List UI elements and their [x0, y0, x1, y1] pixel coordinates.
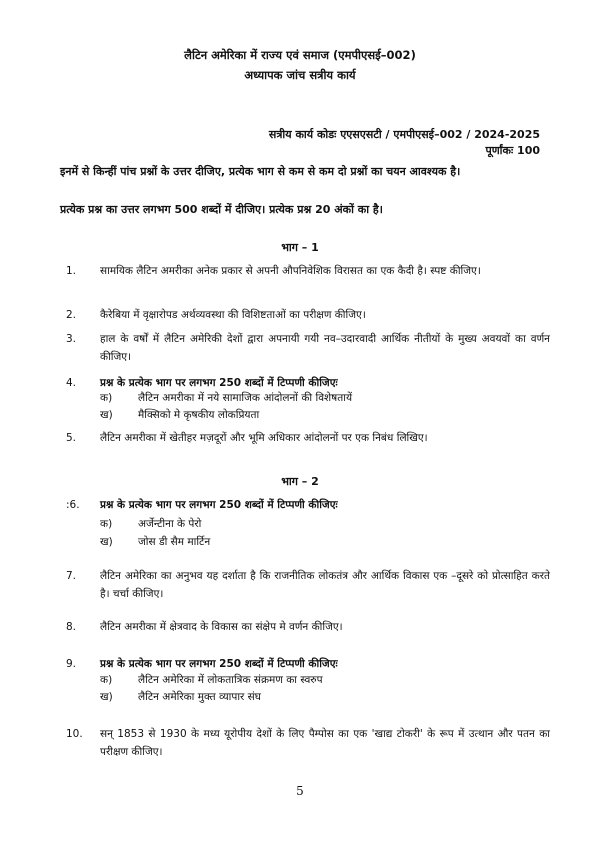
sub-question-text: लैटिन अमेरिका में लोकतात्रिक संक्रमण का स्वरुप	[138, 674, 323, 686]
question-text: हाल के वर्षों में लैटिन अमेरिकी देशों द्वारा अपनायी गयी नव–उदारवादी आर्थिक नीतीयों के मुख्य अवयवों का वर्णन कीजिए।	[100, 333, 550, 363]
question-number: 10.	[66, 728, 83, 740]
question-text: लैटिन अमरीका में खेतीहर मज़दूरों और भूमि अधिकार आंदोलनों पर एक निबंध लिखिए।	[100, 432, 428, 444]
sub-question	[100, 672, 323, 689]
question-number: 2.	[66, 309, 77, 321]
sub-question-text: लैटिन अमेरिका मुक्त व्यापार संघ	[138, 691, 261, 703]
question-3	[60, 330, 550, 366]
question-5	[60, 429, 550, 447]
document-subtitle: अध्यापक जांच सत्रीय कार्य	[244, 68, 356, 82]
question-1	[60, 262, 550, 280]
sub-question-label: ख)	[100, 691, 113, 703]
page-number: 5	[296, 784, 304, 798]
sub-question-text: मैक्सिको मे कृषकीय लोकप्रियता	[138, 409, 260, 421]
question-number: 1.	[66, 265, 77, 277]
question-7	[60, 567, 550, 603]
question-text: लैटिन अमेरिका का अनुभव यह दर्शाता है कि राजनीतिक लोकतंत्र और आर्थिक विकास एक –दूसरे को प्रोत्साहित करते है। चर्चा कीजिए।	[100, 570, 550, 600]
question-number: 7.	[66, 570, 77, 582]
document-title: लैटिन अमेरिका में राज्य एवं समाज (एमपीएसई–002)	[184, 48, 416, 62]
sub-question	[100, 516, 201, 533]
sub-question-text: अर्जेन्टीना के पेरो	[138, 518, 202, 530]
part-1-heading: भाग – 1	[281, 241, 319, 254]
question-9	[60, 655, 550, 673]
question-number: 3.	[66, 333, 77, 345]
question-text: कैरेबिया में वृक्षारोपड अर्थव्यवस्था की विशिष्टताओं का परीक्षण कीजिए।	[100, 309, 366, 321]
max-marks: पूर्णांकः 100	[485, 144, 540, 157]
question-text: प्रश्न के प्रत्येक भाग पर लगभग 250 शब्दों में टिप्पणी कीजिएः	[100, 377, 338, 389]
sub-question-label: क)	[100, 518, 113, 530]
question-text: प्रश्न के प्रत्येक भाग पर लगभग 250 शब्दों में टिप्पणी कीजिएः	[100, 499, 338, 511]
sub-question	[100, 534, 210, 551]
sub-question-label: क)	[100, 674, 113, 686]
question-number: 9.	[66, 658, 77, 670]
sub-question-label: ख)	[100, 536, 113, 548]
question-number: 5.	[66, 432, 77, 444]
sub-question	[100, 689, 261, 706]
assignment-code: सत्रीय कार्य कोडः एएसएसटी / एमपीएसई–002 / 2024-2025	[268, 128, 540, 141]
question-text: सन् 1853 से 1930 के मध्य यूरोपीय देशों के लिए पैम्पोस का एक 'खाद्य टोकरी' के रूप में उत्थान और पतन का परीक्षण कीजिए।	[100, 728, 550, 758]
sub-question	[100, 407, 259, 424]
question-text: प्रश्न के प्रत्येक भाग पर लगभग 250 शब्दों में टिप्पणी कीजिएः	[100, 658, 338, 670]
question-text: सामयिक लैटिन अमरीका अनेक प्रकार से अपनी औपनिवेशिक विरासत का एक कैदी है। स्पष्ट कीजिए।	[100, 265, 481, 277]
question-2	[60, 306, 550, 324]
question-10	[60, 725, 550, 761]
sub-question-text: लैटिन अमरीका में नये सामाजिक आंदोलनों की विशेषतायें	[138, 392, 353, 404]
question-number: 4.	[66, 377, 77, 389]
question-6	[60, 496, 550, 514]
sub-question-label: क)	[100, 392, 113, 404]
question-8	[60, 618, 550, 636]
instruction-line-1: इनमें से किन्हीं पांच प्रश्नों के उत्तर दीजिए, प्रत्येक भाग से कम से कम दो प्रश्नों का चयन आवश्यक है।	[60, 165, 461, 178]
question-number: :6.	[66, 499, 80, 511]
sub-question	[100, 390, 352, 407]
part-2-heading: भाग – 2	[281, 475, 319, 488]
sub-question-text: जोस डी सैम मार्टिन	[138, 536, 211, 548]
sub-question-label: ख)	[100, 409, 113, 421]
instruction-line-2: प्रत्येक प्रश्न का उत्तर लगभग 500 शब्दों में दीजिए। प्रत्येक प्रश्न 20 अंकों का है।	[60, 203, 383, 216]
question-number: 8.	[66, 621, 77, 633]
question-text: लैटिन अमरीका में क्षेत्रवाद के विकास का संक्षेप मे वर्णन कीजिए।	[100, 621, 343, 633]
